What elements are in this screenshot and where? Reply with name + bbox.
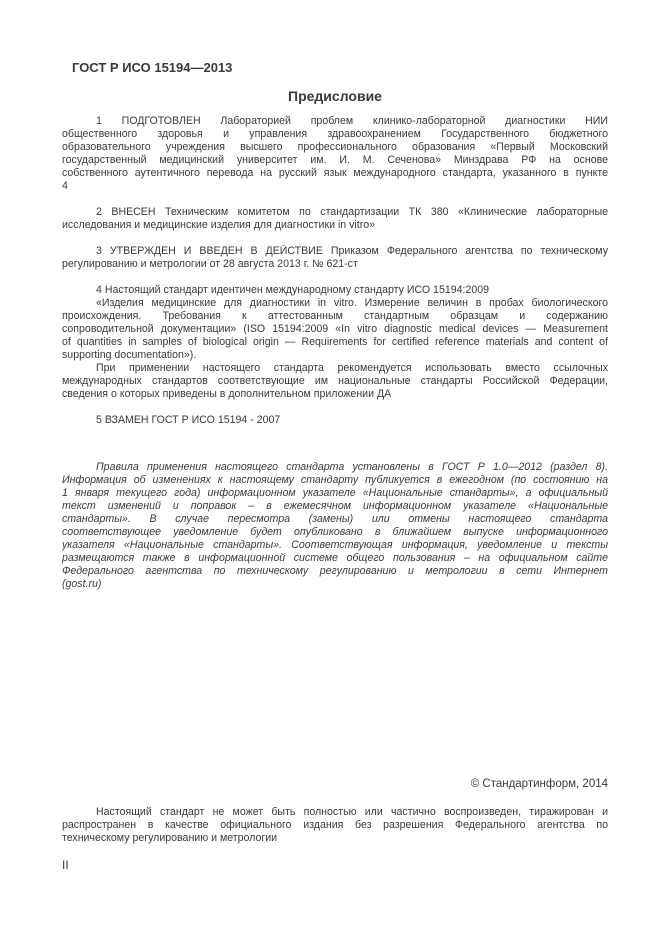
text-line: Правила применения настоящего стандарта установлены в ГОСТ Р 1.0—2012 (раздел 8). [96, 461, 608, 473]
text-line: 1 ПОДГОТОВЛЕН Лабораторией проблем клинико-лабораторной диагностики НИИ [96, 115, 608, 127]
text-line: стандарты». В случае пересмотра (замены) или отмены настоящего стандарта [62, 513, 608, 525]
text-line: 2 ВНЕСЕН Техническим комитетом по стандартизации ТК 380 «Клинические лабораторные [96, 206, 608, 218]
text-line: происхождения. Требования к аттестованным стандартным образцам и содержанию [62, 310, 608, 322]
text-line: текст изменений и поправок – в ежемесячном информационном указателе «Национальные [62, 500, 608, 512]
text-line: При применении настоящего стандарта рекомендуется использовать вместо ссылочных [96, 362, 608, 374]
text-line: supporting documentation»). [62, 349, 197, 361]
text-line: сопроводительной документации» (ISO 15194:2009 «In vitro diagnostic medical devices — Measurement [62, 323, 608, 335]
text-line: 1 января текущего года) информационном указателе «Национальные стандарты», а официальный [62, 487, 608, 499]
foreword-paragraph-7 [62, 414, 608, 427]
text-line: «Изделия медицинские для диагностики in vitro. Измерение величин в пробах биологического [96, 297, 608, 309]
foreword-paragraph-8 [62, 461, 608, 591]
text-line: 5 ВЗАМЕН ГОСТ Р ИСО 15194 - 2007 [96, 414, 281, 426]
text-line: распространен в качестве официального издания без разрешения Федерального агентства по [62, 819, 608, 831]
page-title: Предисловие [288, 88, 382, 104]
legal-note [62, 806, 608, 845]
text-line: 3 УТВЕРЖДЕН И ВВЕДЕН В ДЕЙСТВИЕ Приказом Федерального агентства по техническому [96, 245, 608, 257]
copyright-notice: © Стандартинформ, 2014 [470, 778, 608, 790]
text-line: соответствующее уведомление будет опубликовано в ближайшем выпуске информационного [62, 526, 608, 538]
text-line: (gost.ru) [62, 578, 102, 590]
text-line: техническому регулированию и метрологии [62, 832, 278, 844]
text-line: собственного аутентичного перевода на русский язык международного стандарта, указанного в пункте [62, 167, 608, 179]
page-number: II [62, 858, 69, 872]
document-header: ГОСТ Р ИСО 15194—2013 [72, 60, 233, 75]
foreword-paragraph-2 [62, 206, 608, 232]
text-line: международных стандартов соответствующие им национальные стандарты Российской Федерации, [62, 375, 608, 387]
text-line: образовательного учреждения высшего профессионального образования «Первый Московский [62, 141, 608, 153]
text-line: Настоящий стандарт не может быть полностью или частично воспроизведен, тиражирован и [96, 806, 608, 818]
foreword-paragraph-3 [62, 245, 608, 271]
text-line: исследования и медицинские изделия для диагностики in vitro» [62, 219, 376, 231]
foreword-paragraph-6 [62, 362, 608, 401]
foreword-body [62, 115, 608, 591]
legal-note-paragraph-1 [62, 806, 608, 845]
text-line: of quantities in samples of biological origin — Requirements for certified reference materials and content of [62, 336, 608, 348]
text-line: 4 [62, 180, 68, 192]
text-line: указателя «Национальные стандарты». Соответствующая информация, уведомление и тексты [62, 539, 608, 551]
text-line: Информация об изменениях к настоящему стандарту публикуется в ежегодном (по состоянию на [62, 474, 608, 486]
text-line: размещаются также в информационной системе общего пользования – на официальном сайте [62, 552, 608, 564]
text-line: общественного здоровья и управления здравоохранением Государственного бюджетного [62, 128, 608, 140]
text-line: сведения о которых приведены в дополнительном приложении ДА [62, 388, 392, 400]
foreword-paragraph-1 [62, 115, 608, 193]
text-line: 4 Настоящий стандарт идентичен международному стандарту ИСО 15194:2009 [96, 284, 490, 296]
foreword-paragraph-4 [62, 284, 608, 297]
text-line: Федерального агентства по техническому регулированию и метрологии в сети Интернет [62, 565, 608, 577]
text-line: государственный медицинский университет им. И. М. Сеченова» Минздрава РФ на основе [62, 154, 608, 166]
foreword-paragraph-5 [62, 297, 608, 362]
text-line: регулированию и метрологии от 28 августа 2013 г. № 621-ст [62, 258, 358, 270]
